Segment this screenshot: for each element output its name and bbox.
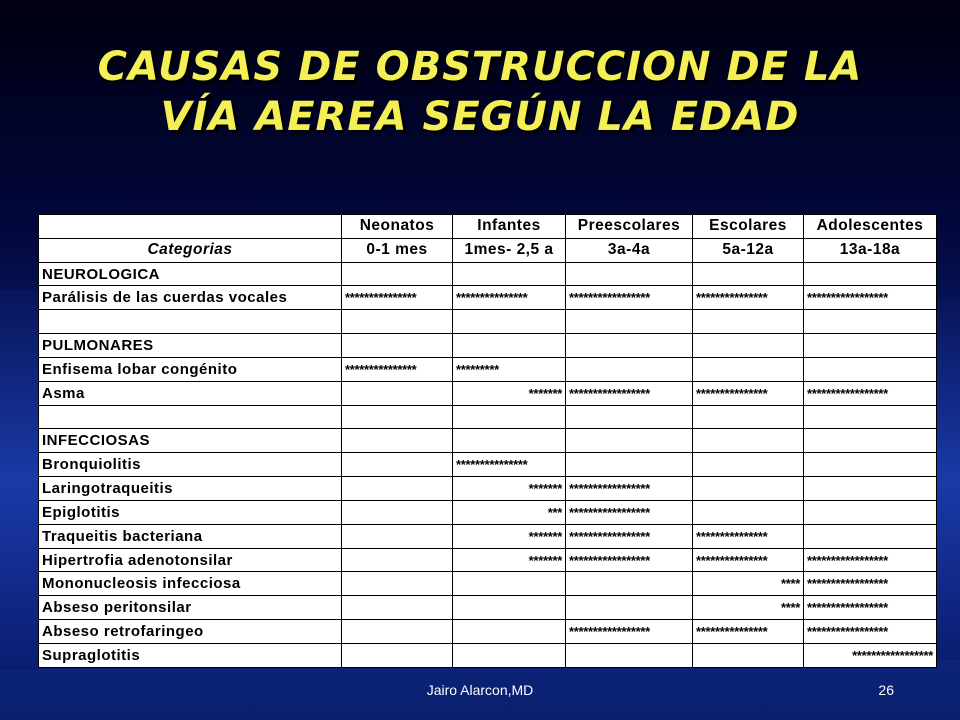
presence-cell: [693, 334, 804, 358]
row-label: [39, 310, 342, 334]
table-row: [39, 429, 937, 453]
presence-cell: ***************: [342, 286, 453, 310]
age-cell-adolescentes: 13a-18a: [804, 238, 937, 262]
presence-cell: [804, 357, 937, 381]
column-header-row: [39, 215, 937, 239]
presence-cell: [342, 572, 453, 596]
presence-cell: [453, 262, 566, 286]
presence-cell: [453, 429, 566, 453]
footer-page-number: 26: [878, 682, 894, 698]
presence-cell: [342, 500, 453, 524]
row-label: Enfisema lobar congénito: [39, 357, 342, 381]
age-cell-preescolares: 3a-4a: [566, 238, 693, 262]
table-row: [39, 453, 937, 477]
presence-cell: [342, 596, 453, 620]
presence-cell: ***************: [693, 381, 804, 405]
presence-cell: [566, 572, 693, 596]
presence-cell: [342, 381, 453, 405]
presence-cell: [804, 334, 937, 358]
header-cell-adolescentes: Adolescentes: [804, 215, 937, 239]
presence-cell: *****************: [804, 620, 937, 644]
presence-cell: [342, 477, 453, 501]
presence-cell: [693, 500, 804, 524]
presence-cell: [566, 453, 693, 477]
presence-cell: [804, 310, 937, 334]
presence-cell: ***************: [693, 620, 804, 644]
table-row: [39, 310, 937, 334]
slide-title: [0, 42, 960, 142]
presence-cell: *****************: [804, 643, 937, 667]
presence-cell: [453, 405, 566, 429]
presence-cell: [566, 334, 693, 358]
row-label: Laringotraqueitis: [39, 477, 342, 501]
presence-cell: [566, 310, 693, 334]
presence-cell: [566, 596, 693, 620]
presence-cell: *****************: [804, 548, 937, 572]
presence-cell: [566, 429, 693, 453]
table-row: [39, 286, 937, 310]
row-label: Asma: [39, 381, 342, 405]
presence-cell: [453, 620, 566, 644]
presence-cell: *****************: [566, 381, 693, 405]
row-label: Hipertrofia adenotonsilar: [39, 548, 342, 572]
age-causes-table: [38, 214, 937, 668]
footer-author: Jairo Alarcon,MD: [426, 682, 534, 698]
table-row: [39, 405, 937, 429]
age-cell-categorias: Categorias: [39, 238, 342, 262]
presence-cell: *******: [453, 477, 566, 501]
presence-cell: *******: [453, 548, 566, 572]
age-causes-table-container: [38, 214, 936, 668]
table-row: [39, 596, 937, 620]
table-row: [39, 572, 937, 596]
presence-cell: *****************: [804, 286, 937, 310]
presence-cell: [342, 524, 453, 548]
row-label: Supraglotitis: [39, 643, 342, 667]
presence-cell: [693, 310, 804, 334]
presence-cell: *****************: [804, 381, 937, 405]
header-cell-empty: [39, 215, 342, 239]
presence-cell: [693, 405, 804, 429]
table-row: [39, 500, 937, 524]
right-decorative-stripe: [934, 300, 960, 660]
row-label: Mononucleosis infecciosa: [39, 572, 342, 596]
row-label: Parálisis de las cuerdas vocales: [39, 286, 342, 310]
presence-cell: *********: [453, 357, 566, 381]
row-label: NEUROLOGICA: [39, 262, 342, 286]
presence-cell: [566, 357, 693, 381]
table-row: [39, 262, 937, 286]
presence-cell: ***************: [693, 524, 804, 548]
presence-cell: ****: [693, 572, 804, 596]
presence-cell: *******: [453, 524, 566, 548]
presence-cell: [453, 334, 566, 358]
presence-cell: ***************: [342, 357, 453, 381]
age-cell-neonatos: 0-1 mes: [342, 238, 453, 262]
presence-cell: *****************: [566, 500, 693, 524]
age-range-row: [39, 238, 937, 262]
presence-cell: *****************: [566, 286, 693, 310]
presence-cell: [342, 429, 453, 453]
presence-cell: [693, 643, 804, 667]
row-label: Traqueitis bacteriana: [39, 524, 342, 548]
presence-cell: [566, 405, 693, 429]
presence-cell: [342, 620, 453, 644]
presence-cell: ***************: [693, 286, 804, 310]
presence-cell: [693, 453, 804, 477]
presence-cell: [453, 572, 566, 596]
presence-cell: [453, 310, 566, 334]
presence-cell: *****************: [566, 548, 693, 572]
presence-cell: *****************: [566, 620, 693, 644]
presence-cell: *****************: [566, 524, 693, 548]
table-row: [39, 620, 937, 644]
presence-cell: [804, 477, 937, 501]
presence-cell: [693, 262, 804, 286]
presence-cell: ***************: [453, 453, 566, 477]
presence-cell: [566, 643, 693, 667]
presence-cell: *****************: [804, 572, 937, 596]
presence-cell: *******: [453, 381, 566, 405]
presence-cell: [804, 262, 937, 286]
left-decorative-stripe: [0, 290, 40, 670]
row-label: PULMONARES: [39, 334, 342, 358]
row-label: INFECCIOSAS: [39, 429, 342, 453]
presence-cell: ***************: [453, 286, 566, 310]
table-row: [39, 548, 937, 572]
presence-cell: [693, 477, 804, 501]
presence-cell: ****: [693, 596, 804, 620]
presence-cell: [342, 643, 453, 667]
presence-cell: [804, 429, 937, 453]
row-label: Epiglotitis: [39, 500, 342, 524]
presence-cell: [693, 429, 804, 453]
presence-cell: *****************: [566, 477, 693, 501]
header-cell-infantes: Infantes: [453, 215, 566, 239]
presence-cell: [804, 524, 937, 548]
table-row: [39, 477, 937, 501]
row-label: Abseso peritonsilar: [39, 596, 342, 620]
header-cell-neonatos: Neonatos: [342, 215, 453, 239]
presence-cell: ***************: [693, 548, 804, 572]
table-row: [39, 643, 937, 667]
presence-cell: [804, 453, 937, 477]
table-row: [39, 334, 937, 358]
age-cell-escolares: 5a-12a: [693, 238, 804, 262]
presence-cell: [342, 453, 453, 477]
row-label: Bronquiolitis: [39, 453, 342, 477]
presence-cell: [342, 262, 453, 286]
age-cell-infantes: 1mes- 2,5 a: [453, 238, 566, 262]
presence-cell: *****************: [804, 596, 937, 620]
presence-cell: ***: [453, 500, 566, 524]
presence-cell: [804, 500, 937, 524]
header-cell-escolares: Escolares: [693, 215, 804, 239]
presence-cell: [342, 405, 453, 429]
presence-cell: [342, 334, 453, 358]
presence-cell: [342, 548, 453, 572]
presence-cell: [453, 596, 566, 620]
slide-title-line-1: CAUSAS DE OBSTRUCCION DE LA: [97, 44, 863, 90]
table-row: [39, 357, 937, 381]
presence-cell: [804, 405, 937, 429]
table-row: [39, 381, 937, 405]
presence-cell: [342, 310, 453, 334]
slide-title-line-2: VÍA AEREA SEGÚN LA EDAD: [160, 94, 800, 140]
row-label: Abseso retrofaringeo: [39, 620, 342, 644]
table-row: [39, 524, 937, 548]
presence-cell: [566, 262, 693, 286]
presence-cell: [453, 643, 566, 667]
header-cell-preescolares: Preescolares: [566, 215, 693, 239]
presence-cell: [693, 357, 804, 381]
row-label: [39, 405, 342, 429]
